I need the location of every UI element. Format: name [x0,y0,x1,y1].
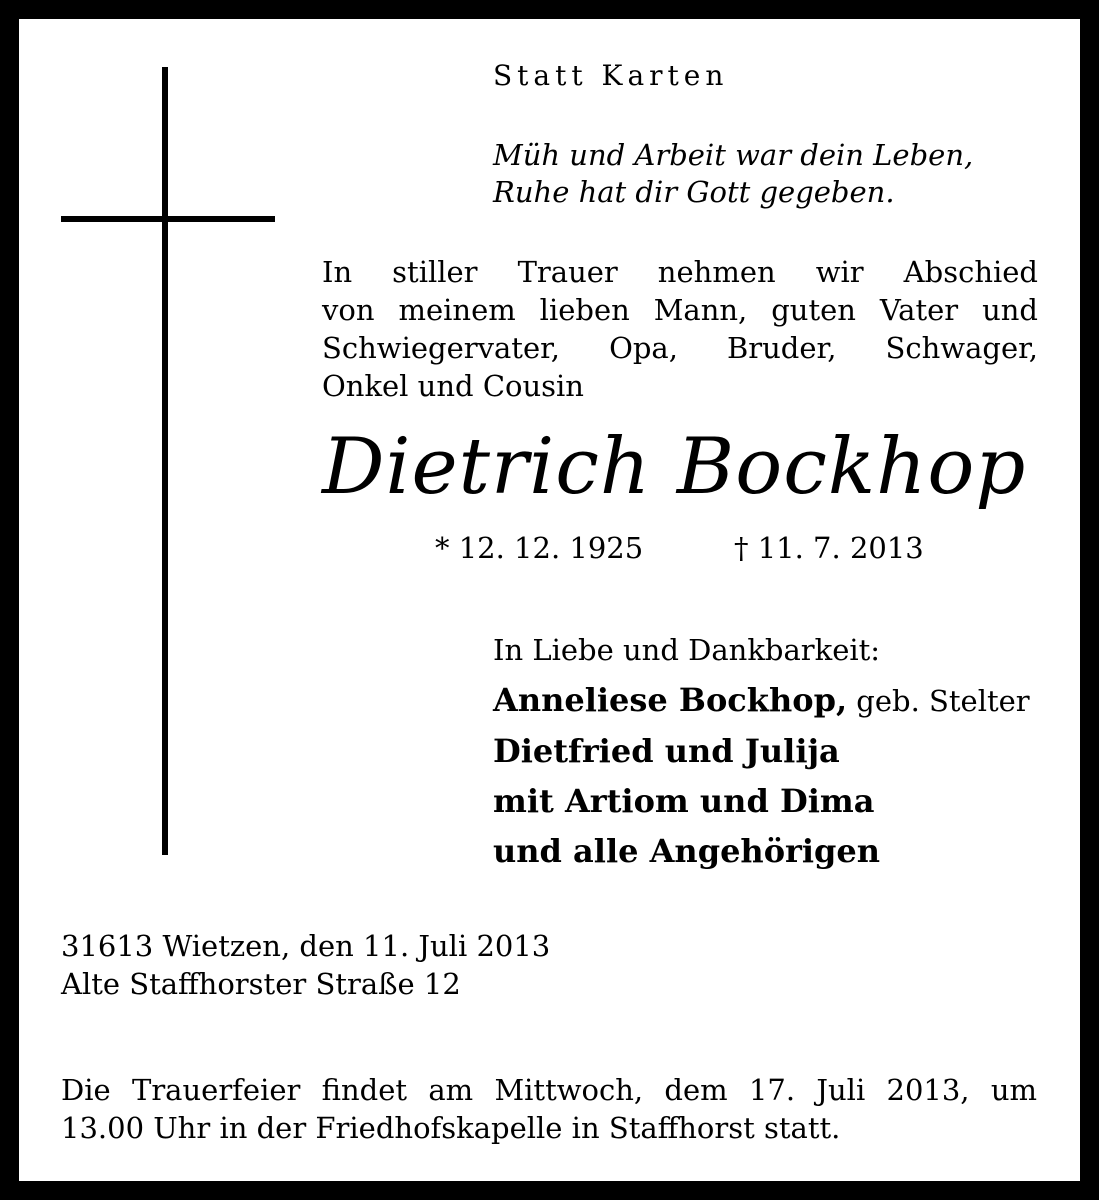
mourner-line [493,675,1030,726]
verse [493,137,973,211]
mourners-list [493,625,1030,876]
address-line: 31613 Wietzen, den 11. Juli 2013 [61,929,551,963]
deceased-name: Dietrich Bockhop [322,422,1027,512]
mourner-maiden-name: geb. Stelter [856,684,1030,718]
ceremony-line: Die Trauerfeier findet am Mittwoch, dem 17. Juli 2013, um [61,1073,1037,1107]
verse-line: Ruhe hat dir Gott gegeben. [493,175,895,209]
verse-line: Müh und Arbeit war dein Leben, [493,138,974,172]
cross-vertical-bar [162,67,168,855]
heading-statt-karten: Statt Karten [493,59,729,92]
ceremony-info [61,1071,1037,1147]
intro-line: Onkel und Cousin [322,369,584,403]
intro-line: Schwiegervater, Opa, Bruder, Schwager, [322,331,1038,365]
birth-date: * 12. 12. 1925 [435,531,644,565]
cross-horizontal-bar [61,216,275,222]
intro-text [322,253,1038,405]
address-line: Alte Staffhorster Straße 12 [61,967,461,1001]
mourner-line: und alle Angehörigen [493,832,881,870]
address-block [61,927,550,1003]
mourner-name: Anneliese Bockhop, [493,681,848,719]
mourners-opening: In Liebe und Dankbarkeit: [493,633,881,667]
death-date: † 11. 7. 2013 [734,531,924,565]
mourner-line: mit Artiom und Dima [493,782,875,820]
ceremony-line: 13.00 Uhr in der Friedhofskapelle in Staffhorst statt. [61,1111,841,1145]
intro-line: In stiller Trauer nehmen wir Abschied [322,255,1038,289]
mourner-line: Dietfried und Julija [493,732,840,770]
intro-line: von meinem lieben Mann, guten Vater und [322,293,1038,327]
